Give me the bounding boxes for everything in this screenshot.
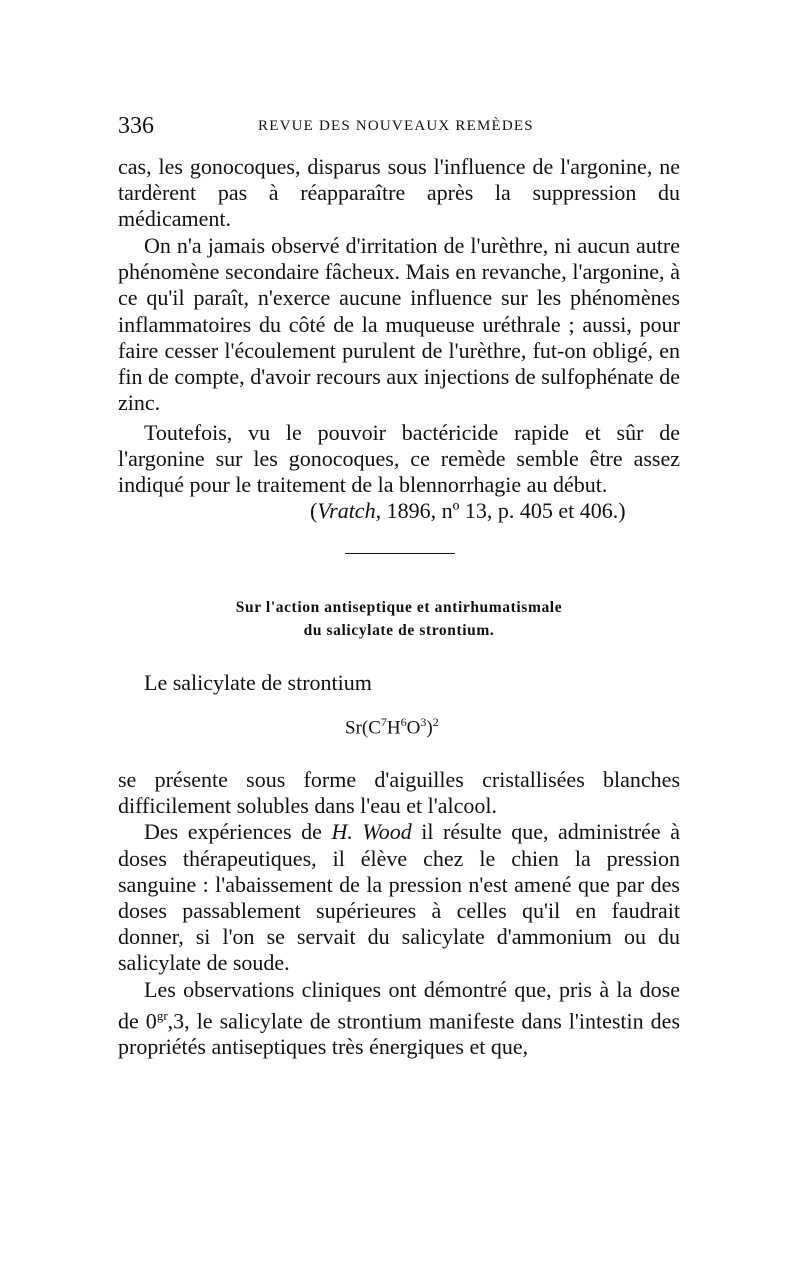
citation-journal: Vratch [317, 498, 376, 523]
page-header [118, 113, 688, 143]
chemical-formula: $Sr(C^7H^6O^3)^2$ [345, 715, 439, 739]
lead-text: Le salicylate de strontium [144, 670, 372, 695]
paragraph-observations: Les observations cliniques ont démontré que, pris à la dose de $0^{gr},3$, le salicylate de strontium manifeste dans l'intestin des propriétés antiseptiques très énergiques et que, [118, 976, 681, 1060]
author-name: H. Wood [331, 819, 412, 845]
paragraph-irritation: On n'a jamais observé d'irritation de l'urèthre, ni aucun autre phénomène secondaire fâcheux. Mais en revanche, l'argonine, à ce qu'il paraît, n'exerce aucune influence sur les phénomènes inflammatoires du côté de la muqueuse uréthrale ; aussi, pour faire cesser l'écoulement purulent de l'urèthre, fut-on obligé, en fin de compte, d'avoir recours aux injections de sulfophénate de zinc. [118, 233, 680, 416]
running-title: REVUE DES NOUVEAUX REMÈDES [258, 118, 534, 134]
citation [310, 498, 626, 524]
section-divider [345, 553, 455, 554]
section-title [118, 596, 680, 642]
citation-open: ( [310, 498, 318, 523]
section-title-line1: Sur l'action antiseptique et antirhumatismale [235, 599, 563, 616]
section-body [118, 767, 680, 1061]
paragraph-conclusion: Toutefois, vu le pouvoir bactéricide rapide et sûr de l'argonine sur les gonocoques, ce remède semble être assez indiqué pour le traitement de la blennorrhagie au début. [118, 420, 680, 498]
paragraph-description: se présente sous forme d'aiguilles cristallisées blanches difficilement solubles dans l'eau et l'alcool. [118, 767, 680, 819]
citation-details: , 1896, nº 13, p. 405 et 406.) [375, 498, 626, 523]
paragraph-continuation: cas, les gonocoques, disparus sous l'influence de l'argonine, ne tardèrent pas à réapparaître après la suppression du médicament. [118, 154, 680, 232]
paragraph-experiments: Des expériences de H. Wood il résulte que, administrée à doses thérapeutiques, il élève chez le chien la pression sanguine : l'abaissement de la pression n'est amené que par des doses passablement supérieures à celles qu'il en faudrait donner, si l'on se servait du salicylate d'ammonium ou du salicylate de soude. [118, 819, 680, 976]
section-title-line2: du salicylate de strontium. [303, 622, 495, 639]
page-number: 336 [118, 113, 154, 139]
